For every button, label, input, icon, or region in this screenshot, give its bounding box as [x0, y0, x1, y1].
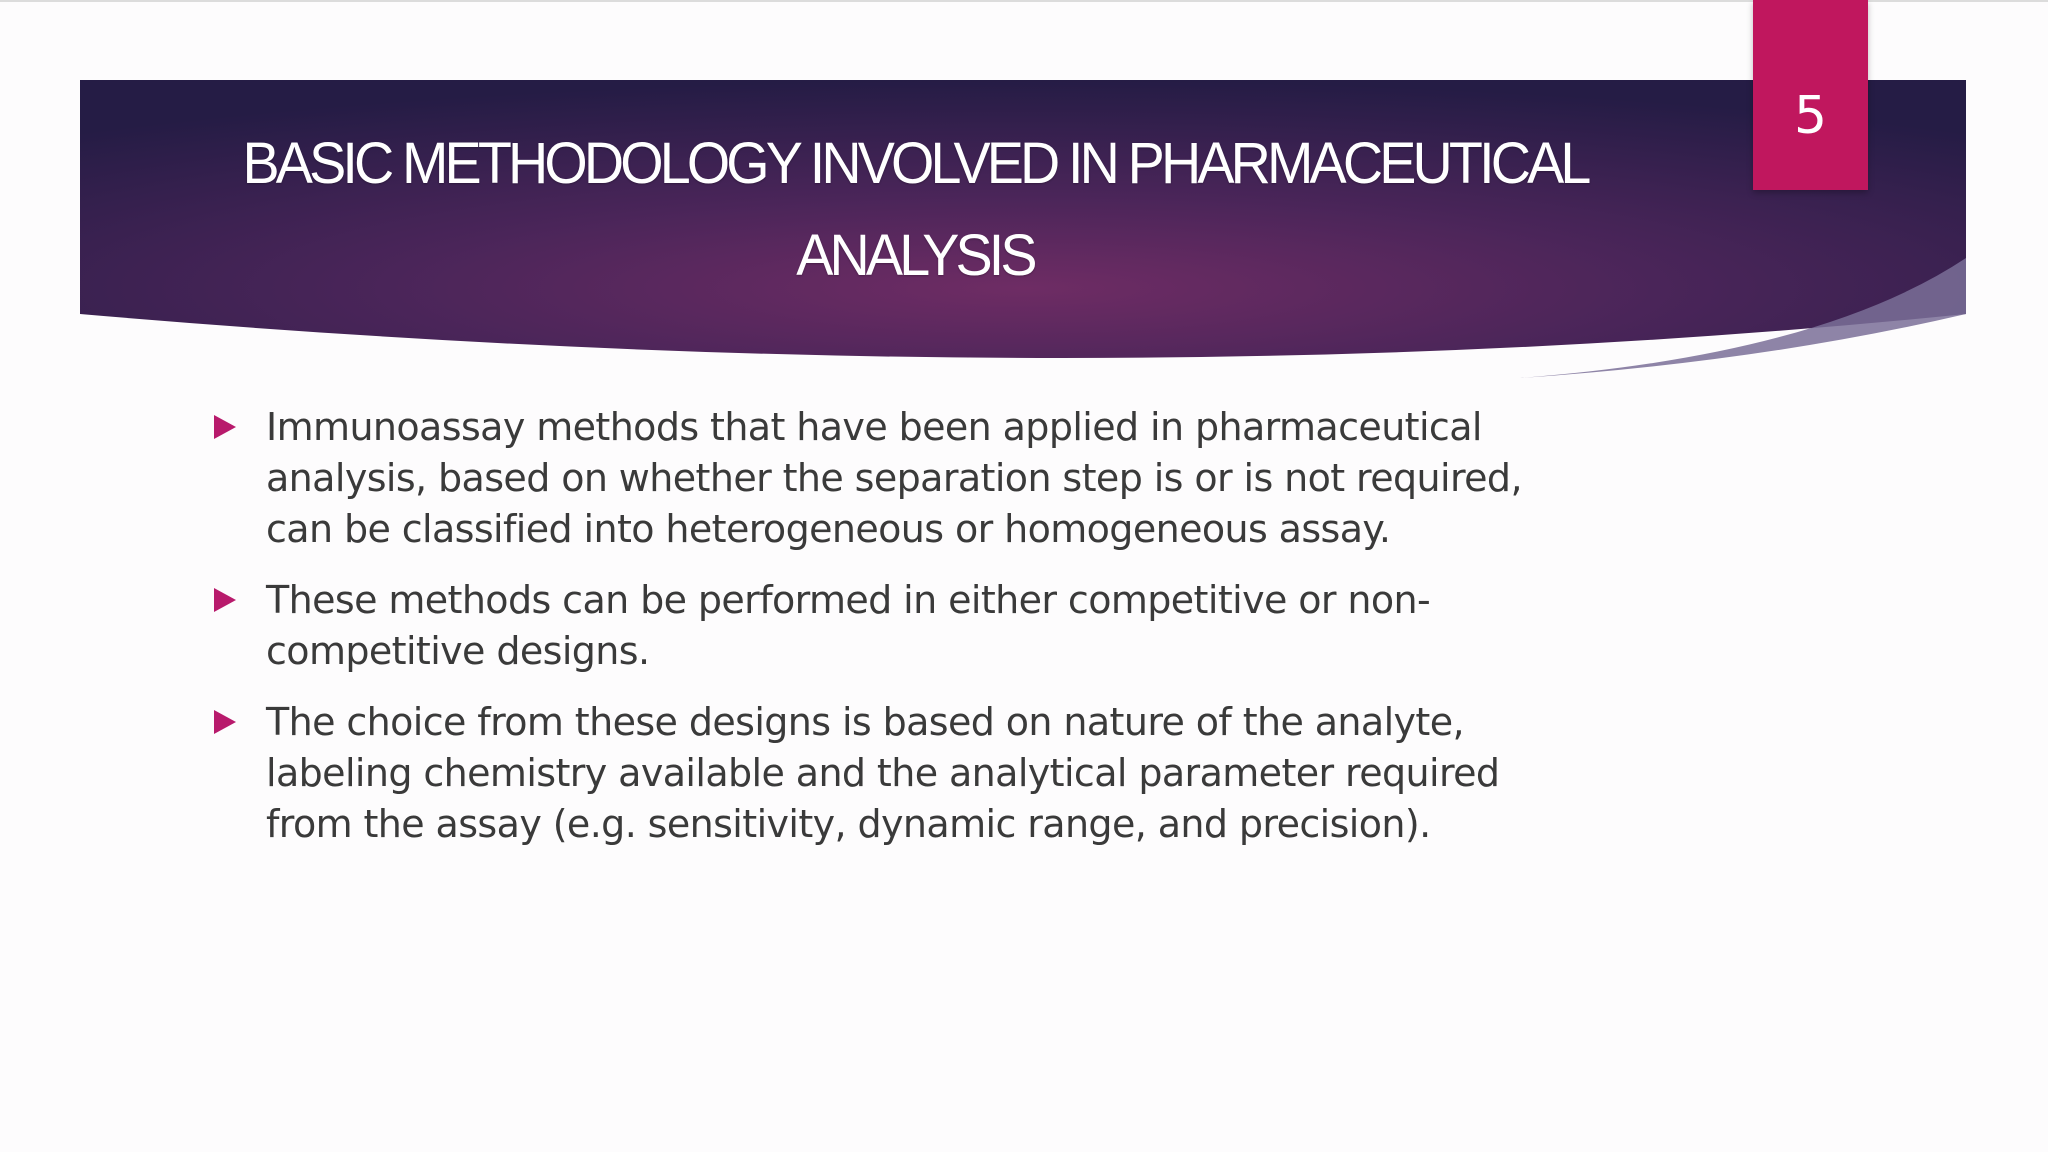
slide-title — [181, 118, 1650, 302]
bullet-text: These methods can be performed in either competitive or non-competitive designs. — [266, 578, 1431, 673]
bullet-text: The choice from these designs is based on nature of the analyte, labeling chemistry available and the analytical parameter required from the assay (e.g. sensitivity, dynamic range, and precision). — [266, 700, 1500, 846]
page-number: 5 — [1793, 86, 1828, 146]
triangle-bullet-icon — [214, 415, 236, 439]
slide-title-line-1: BASIC METHODOLOGY INVOLVED IN PHARMACEUTICAL — [242, 131, 1588, 196]
triangle-bullet-icon — [214, 588, 236, 612]
page-number-tab — [1753, 0, 1868, 190]
bullet-item — [210, 402, 1590, 555]
slide-title-line-2: ANALYSIS — [796, 223, 1034, 288]
bullet-list — [210, 402, 1590, 870]
bullet-item — [210, 575, 1590, 677]
triangle-bullet-icon — [214, 710, 236, 734]
bullet-item — [210, 697, 1590, 850]
bullet-text: Immunoassay methods that have been applied in pharmaceutical analysis, based on whether the separation step is or is not required, can be classified into heterogeneous or homogeneous assay. — [266, 405, 1522, 551]
